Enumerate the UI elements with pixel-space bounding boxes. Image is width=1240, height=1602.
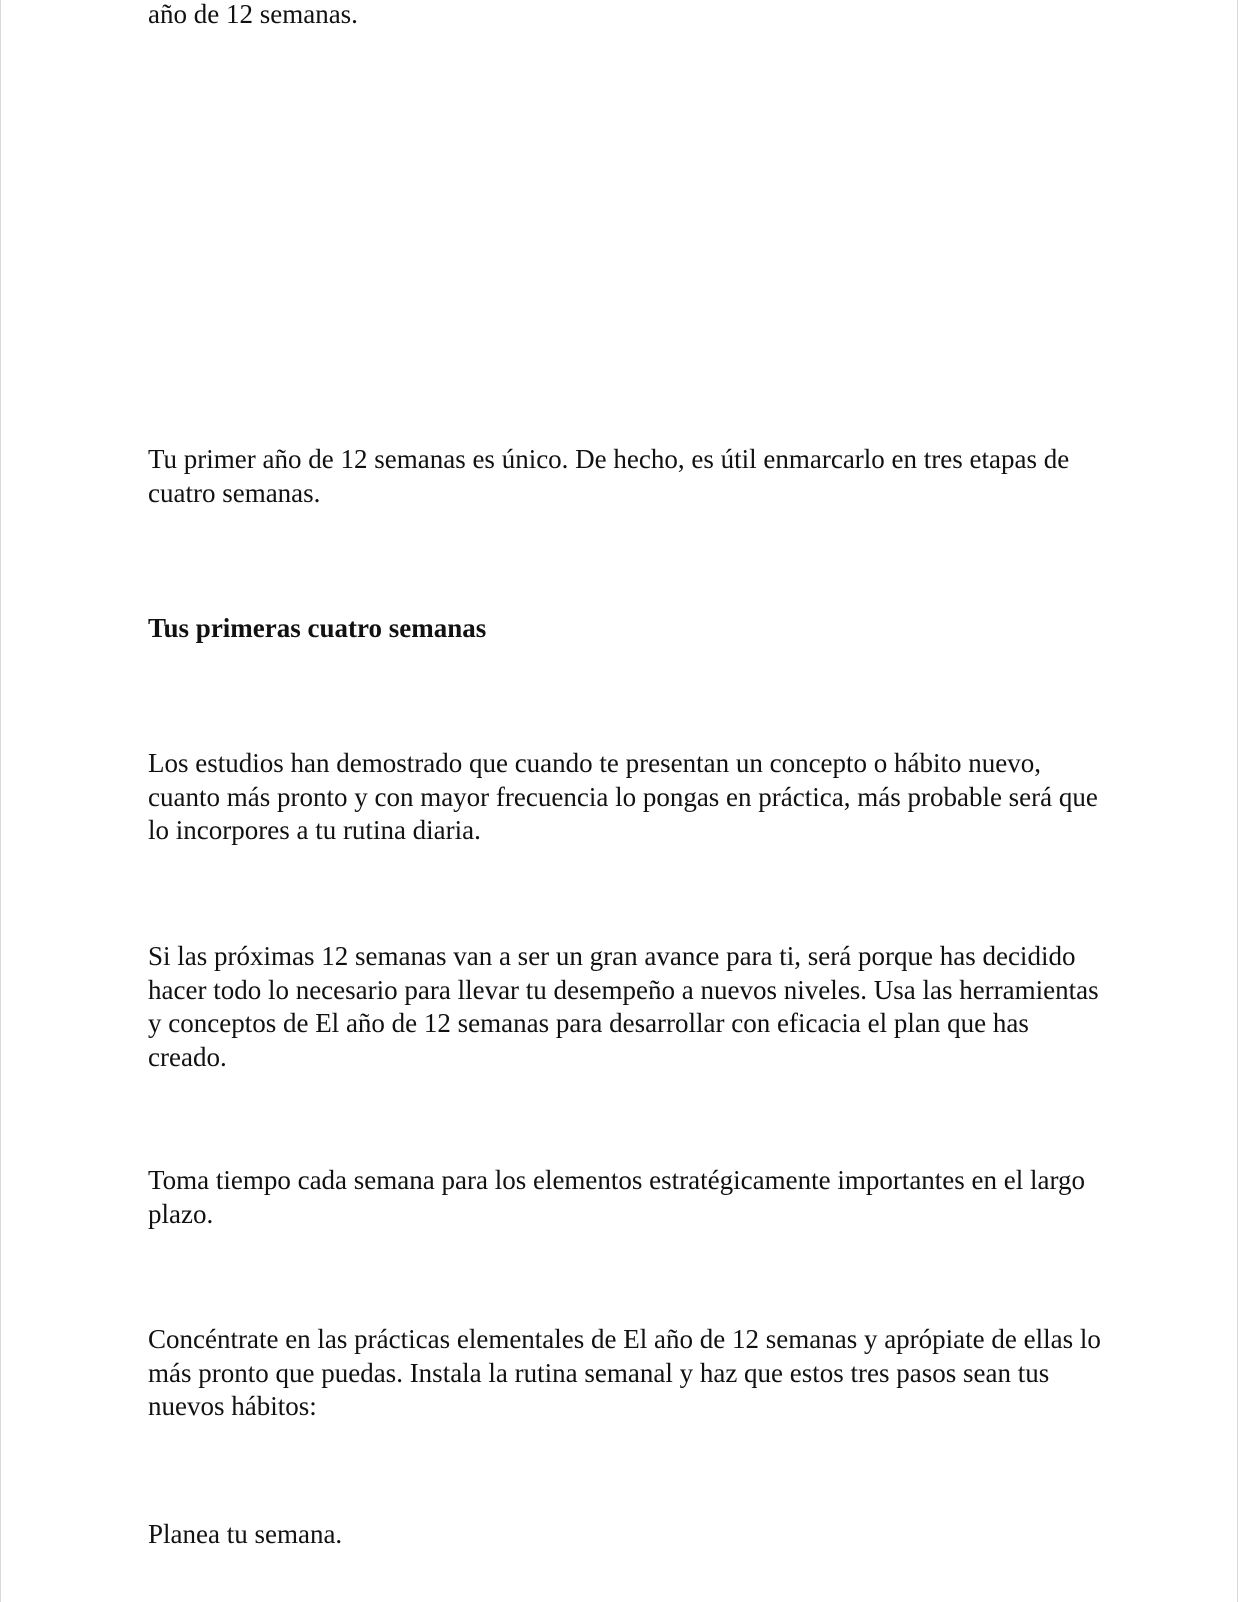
paragraph-studies: Los estudios han demostrado que cuando te presentan un concepto o hábito nuevo, cuanto más pronto y con mayor frecuencia lo pongas en práctica, más probable será que lo incorpores a tu rutina diaria. (148, 748, 1098, 845)
paragraph-continuation: año de 12 semanas. (148, 0, 358, 29)
paragraph-plan-week: Planea tu semana. (148, 1519, 343, 1549)
paragraph-concentrate: Concéntrate en las prácticas elementales de El año de 12 semanas y aprópiate de ellas lo más pronto que puedas. Instala la rutina semanal y haz que estos tres pasos sean tus nuevos hábitos: (148, 1324, 1101, 1421)
paragraph-take-time: Toma tiempo cada semana para los elementos estratégicamente importantes en el largo plazo. (148, 1165, 1085, 1229)
paragraph-next-weeks: Si las próximas 12 semanas van a ser un gran avance para ti, será porque has decidido hacer todo lo necesario para llevar tu desempeño a nuevos niveles. Usa las herramientas y conceptos de El año de 12 semanas para desarrollar con eficacia el plan que has creado. (148, 941, 1099, 1072)
section-heading: Tus primeras cuatro semanas (148, 613, 487, 643)
paragraph-intro: Tu primer año de 12 semanas es único. De hecho, es útil enmarcarlo en tres etapas de cuatro semanas. (148, 444, 1070, 508)
